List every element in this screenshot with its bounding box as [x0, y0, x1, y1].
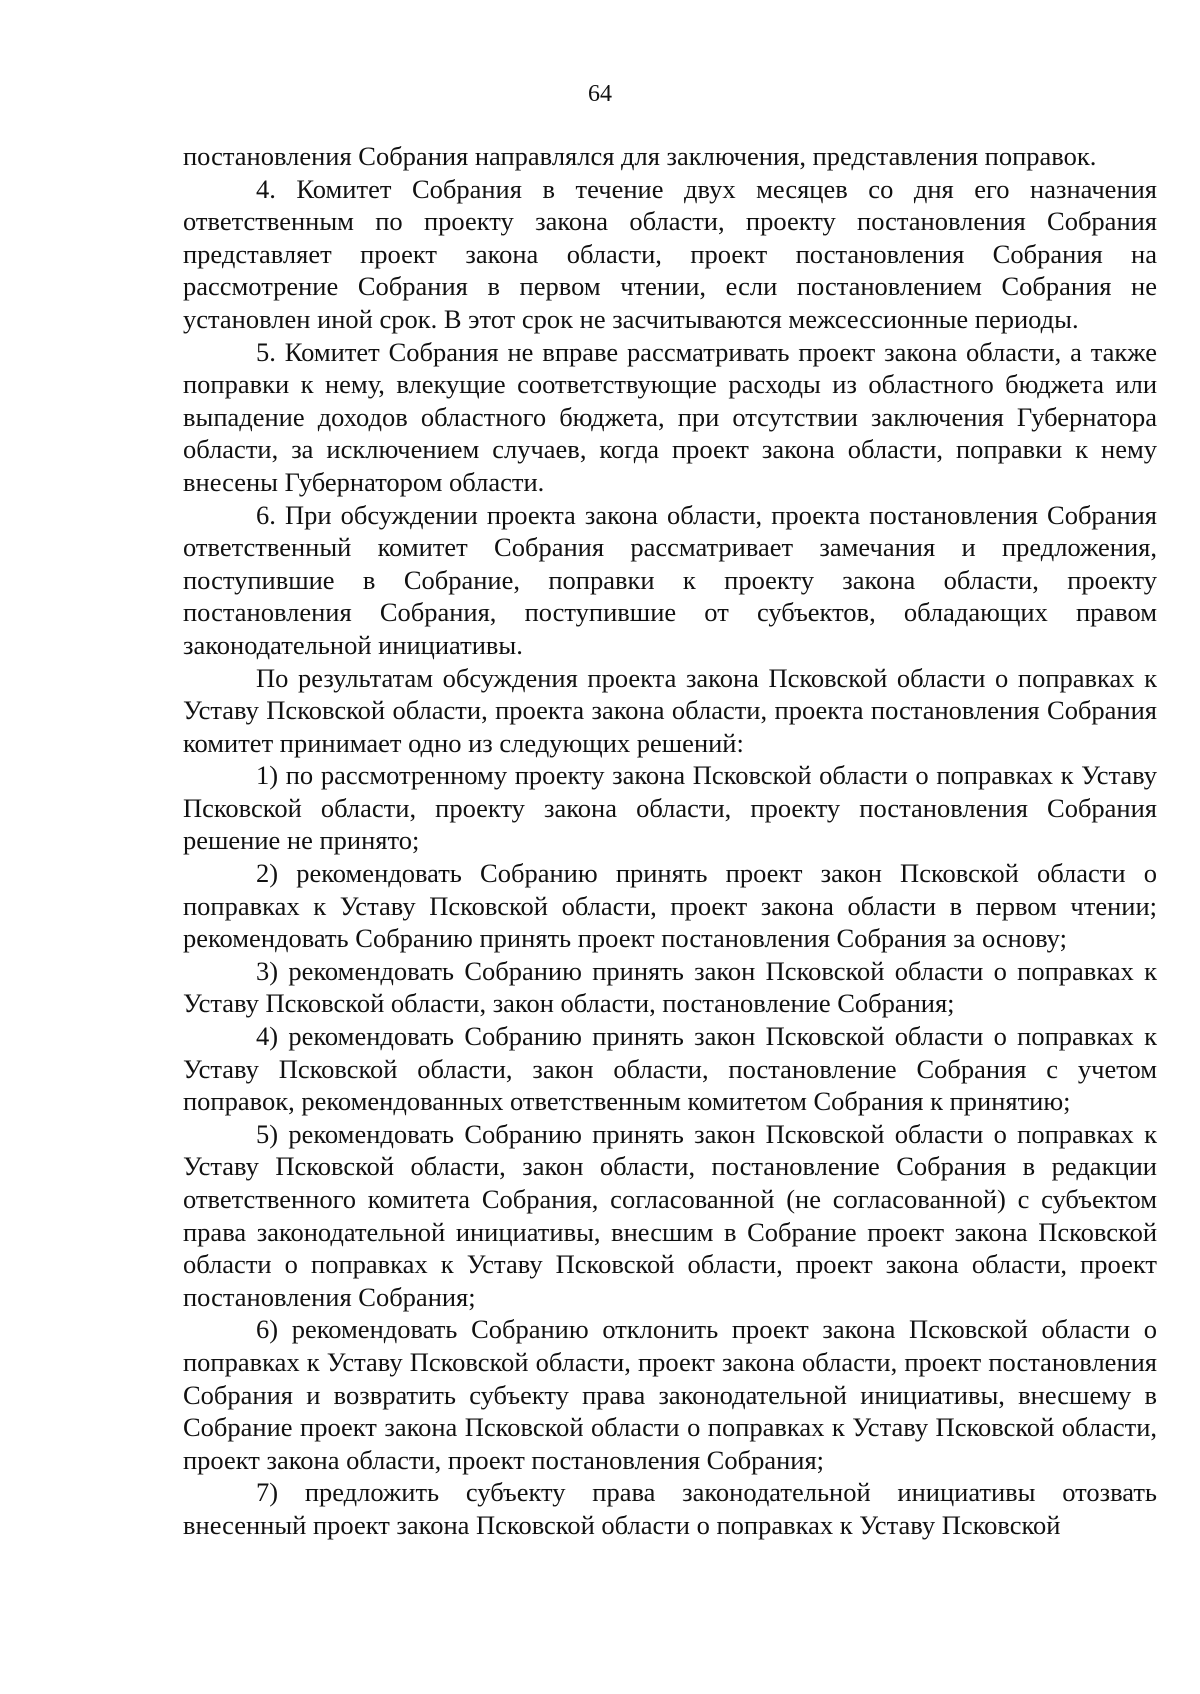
- document-body: [183, 140, 1157, 1542]
- paragraph-decisions-intro: По результатам обсуждения проекта закона Псковской области о поправках к Уставу Псковской области, проекта закона области, проекта постановления Собрания комитет принимает одно из следующих решений:: [183, 662, 1157, 758]
- list-item-2: 2) рекомендовать Собранию принять проект закон Псковской области о поправках к Уставу Псковской области, проект закона области в первом чтении; рекомендовать Собранию принять проект постановления Собрания за основу;: [183, 858, 1157, 954]
- page-number: 64: [588, 81, 612, 107]
- paragraph-item-4: 4. Комитет Собрания в течение двух месяцев со дня его назначения ответственным по проекту закона области, проекту постановления Собрания представляет проект закона области, проект постановления Собрания на рассмотрение Собрания в первом чтении, если постановлением Собрания не установлен иной срок. В этот срок не засчитываются межсессионные периоды.: [183, 173, 1157, 334]
- paragraph-continuation: постановления Собрания направлялся для заключения, представления поправок.: [183, 141, 1097, 171]
- paragraph-item-5: 5. Комитет Собрания не вправе рассматривать проект закона области, а также поправки к нему, влекущие соответствующие расходы из областного бюджета или выпадение доходов областного бюджета, при отсутствии заключения Губернатора области, за исключением случаев, когда проект закона области, поправки к нему внесены Губернатором области.: [183, 336, 1157, 497]
- paragraph-item-6: 6. При обсуждении проекта закона области, проекта постановления Собрания ответственный комитет Собрания рассматривает замечания и предложения, поступившие в Собрание, поправки к проекту закона области, проекту постановления Собрания, поступившие от субъектов, обладающих правом законодательной инициативы.: [183, 499, 1157, 660]
- list-item-5: 5) рекомендовать Собранию принять закон Псковской области о поправках к Уставу Псковской области, закон области, постановление Собрания в редакции ответственного комитета Собрания, согласованной (не согласованной) с субъектом права законодательной инициативы, внесшим в Собрание проект закона Псковской области о поправках к Уставу Псковской области, проект закона области, проект постановления Собрания;: [183, 1118, 1157, 1312]
- list-item-3: 3) рекомендовать Собранию принять закон Псковской области о поправках к Уставу Псковской области, закон области, постановление Собрания;: [183, 955, 1157, 1019]
- list-item-1: 1) по рассмотренному проекту закона Псковской области о поправках к Уставу Псковской области, проекту закона области, проекту постановления Собрания решение не принято;: [183, 760, 1157, 856]
- list-item-4: 4) рекомендовать Собранию принять закон Псковской области о поправках к Уставу Псковской области, закон области, постановление Собрания с учетом поправок, рекомендованных ответственным комитетом Собрания к принятию;: [183, 1021, 1157, 1117]
- list-item-6: 6) рекомендовать Собранию отклонить проект закона Псковской области о поправках к Уставу Псковской области, проект закона области, проект постановления Собрания и возвратить субъекту права законодательной инициативы, внесшему в Собрание проект закона Псковской области о поправках к Уставу Псковской области, проект закона области, проект постановления Собрания;: [183, 1314, 1157, 1475]
- list-item-7: 7) предложить субъекту права законодательной инициативы отозвать внесенный проект закона Псковской области о поправках к Уставу Псковской: [183, 1477, 1157, 1540]
